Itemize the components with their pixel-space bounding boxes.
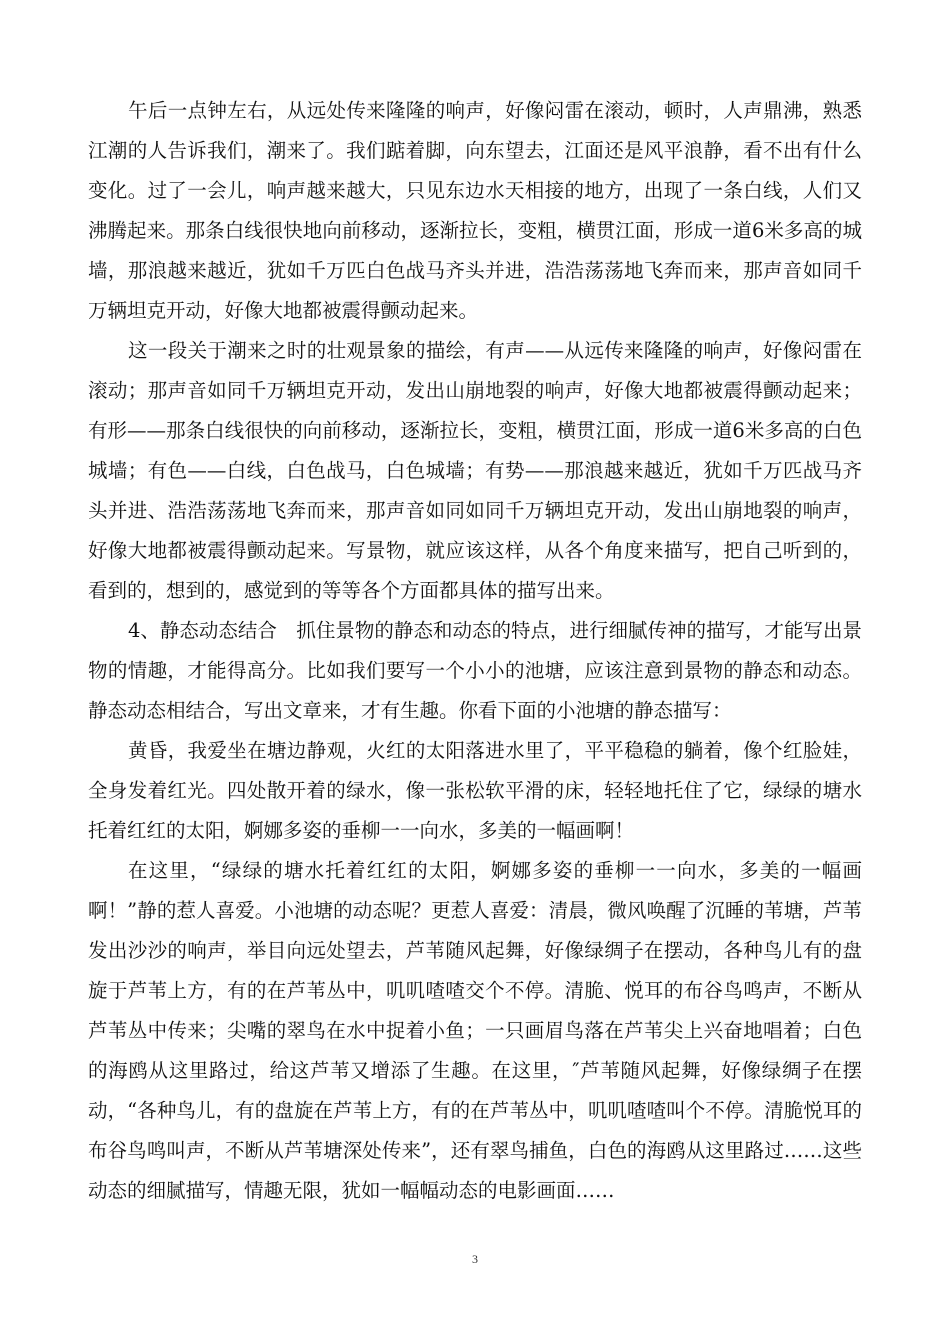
paragraph-pond-static: 黄昏，我爱坐在塘边静观，火红的太阳落进水里了，平平稳稳的躺着，像个红脸娃，全身发着红光。四处散开着的绿水，像一张松软平滑的床，轻轻地托住了它，绿绿的塘水托着红红的太阳，婀娜多姿的垂柳一一向水，多美的一幅画啊！ — [88, 739, 862, 842]
paragraph-tide-arrival: 午后一点钟左右，从远处传来隆隆的响声，好像闷雷在滚动，顿时，人声鼎沸，熟悉江潮的人告诉我们，潮来了。我们踮着脚，向东望去，江面还是风平浪静，看不出有什么变化。过了一会儿，响声越来越大，只见东边水天相接的地方，出现了一条白线，人们又沸腾起来。那条白线很快地向前移动，逐渐拉长，变粗，横贯江面，形成一道6米多高的城墙，那浪越来越近，犹如千万匹白色战马齐头并进，浩浩荡荡地飞奔而来，那声音如同千万辆坦克开动，好像大地都被震得颤动起来。 — [88, 99, 862, 322]
paragraph-tide-analysis: 这一段关于潮来之时的壮观景象的描绘，有声——从远传来隆隆的响声，好像闷雷在滚动；那声音如同千万辆坦克开动，发出山崩地裂的响声，好像大地都被震得颤动起来；有形——那条白线很快的向前移动，逐渐拉长，变粗，横贯江面，形成一道6米多高的白色城墙；有色——白线，白色战马，白色城墙；有势——那浪越来越近，犹如千万匹战马齐头并进、浩浩荡荡地飞奔而来，那声音如同如同千万辆坦克开动，发出山崩地裂的响声，好像大地都被震得颤动起来。写景物，就应该这样，从各个角度来描写，把自己听到的，看到的，想到的，感觉到的等等各个方面都具体的描写出来。 — [88, 339, 862, 602]
page-number: 3 — [472, 1252, 478, 1266]
paragraph-static-dynamic-intro: 4、静态动态结合 抓住景物的静态和动态的特点，进行细腻传神的描写，才能写出景物的情趣，才能得高分。比如我们要写一个小小的池塘，应该注意到景物的静态和动态。静态动态相结合，写出文章来，才有生趣。你看下面的小池塘的静态描写： — [88, 619, 862, 722]
body-text — [88, 91, 862, 1211]
paragraph-pond-dynamic: 在这里，“绿绿的塘水托着红红的太阳，婀娜多姿的垂柳一一向水，多美的一幅画啊！”静的惹人喜爱。小池塘的动态呢？更惹人喜爱：清晨，微风唤醒了沉睡的苇塘，芦苇发出沙沙的响声，举目向远处望去，芦苇随风起舞，好像绿绸子在摆动，各种鸟儿有的盘旋于芦苇上方，有的在芦苇丛中，叽叽喳喳交个不停。清脆、悦耳的布谷鸟鸣声，不断从芦苇丛中传来；尖嘴的翠鸟在水中捉着小鱼；一只画眉鸟落在芦苇尖上兴奋地唱着；白色的海鸥从这里路过，给这芦苇又增添了生趣。在这里，″芦苇随风起舞，好像绿绸子在摆动，“各种鸟儿，有的盘旋在芦苇上方，有的在芦苇丛中，叽叽喳喳叫个不停。清脆悦耳的布谷鸟鸣叫声，不断从芦苇塘深处传来”，还有翠鸟捕鱼，白色的海鸥从这里路过……这些动态的细腻描写，情趣无限，犹如一幅幅动态的电影画面…… — [88, 859, 862, 1202]
